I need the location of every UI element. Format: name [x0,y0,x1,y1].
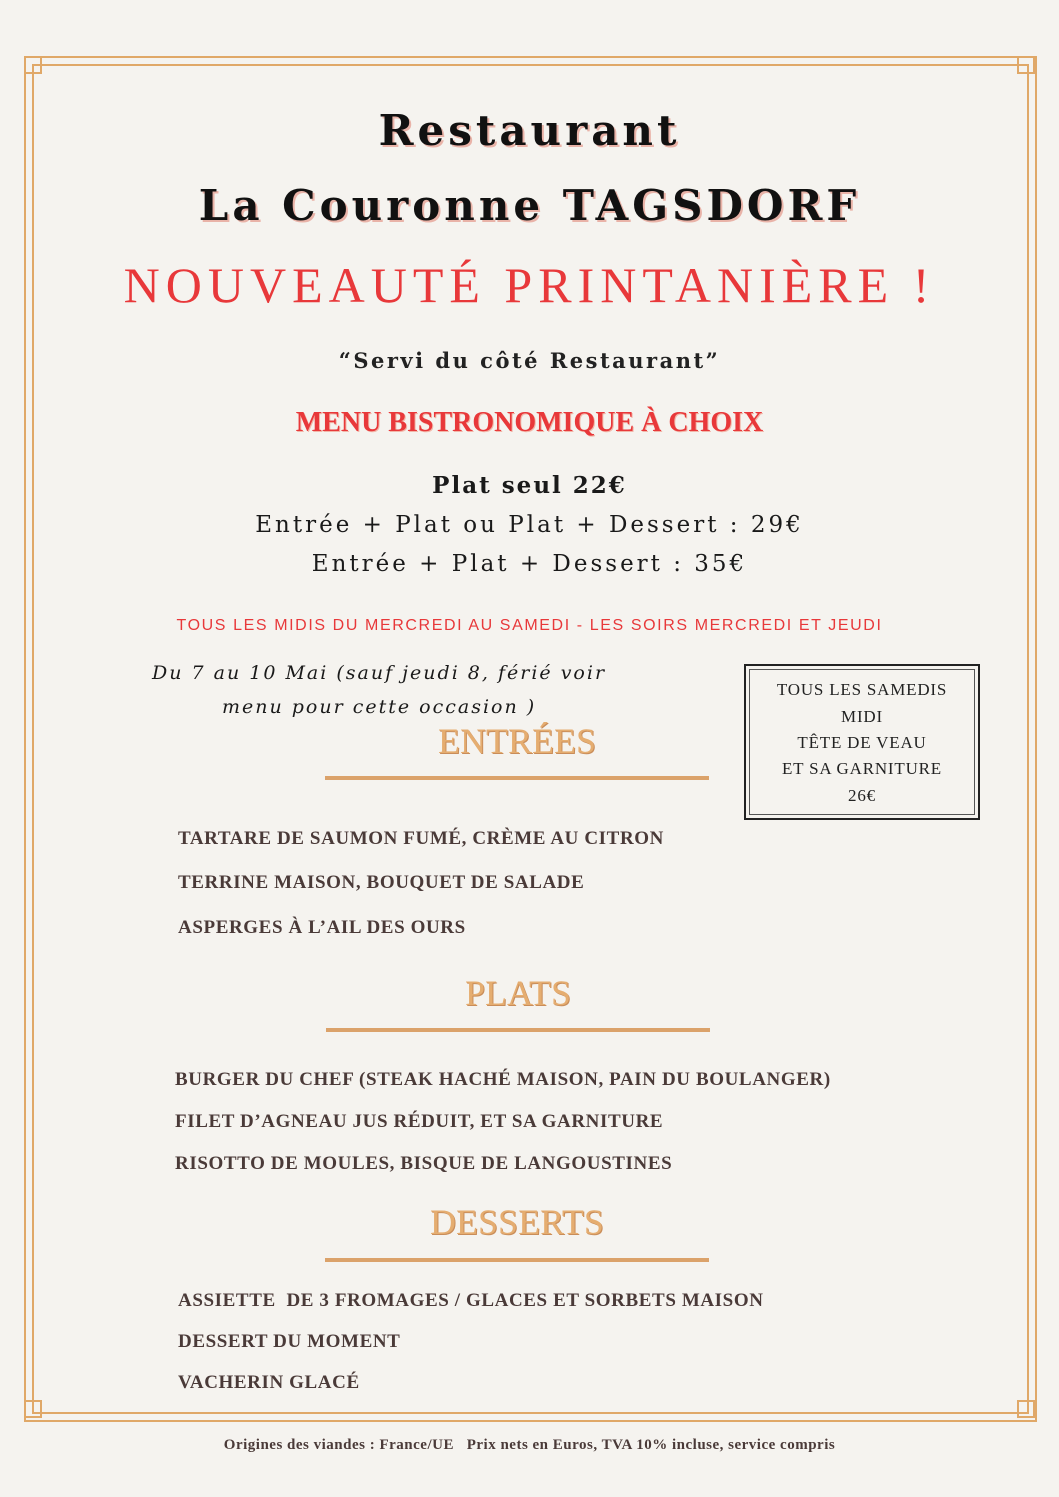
restaurant-label: Restaurant [378,106,681,155]
section-rule [325,1258,709,1262]
restaurant-name: La Couronne TAGSDORF [198,181,861,230]
menu-item: DESSERT DU MOMENT [178,1331,401,1352]
menu-item: FILET D’AGNEAU JUS RÉDUIT, ET SA GARNITURE [175,1111,664,1132]
menu-title: MENU BISTRONOMIQUE À CHOIX [295,407,764,438]
corner-ornament-top-left [24,56,42,74]
special-line: MIDI [841,707,883,726]
service-quote: “Servi du côté Restaurant” [338,348,721,373]
menu-item: ASSIETTE DE 3 FROMAGES / GLACES ET SORBETS MAISON [178,1290,764,1311]
saturday-special-box [744,664,980,820]
special-line: TÊTE DE VEAU [797,733,927,752]
footer-note: Origines des viandes : France/UE Prix nets en Euros, TVA 10% incluse, service compris [223,1437,836,1453]
holiday-note-line: Du 7 au 10 Mai (sauf jeudi 8, férié voir [152,662,607,684]
menu-item: VACHERIN GLACÉ [178,1372,360,1393]
corner-ornament-bottom-left [24,1400,42,1418]
holiday-note-line: menu pour cette occasion ) [222,696,537,718]
special-line: TOUS LES SAMEDIS [776,680,948,699]
spring-headline: NOUVEAUTÉ PRINTANIÈRE ! [123,257,936,313]
menu-item: BURGER DU CHEF (STEAK HACHÉ MAISON, PAIN DU BOULANGER) [175,1069,831,1090]
special-price: 26€ [848,786,876,805]
corner-ornament-bottom-right [1017,1400,1035,1418]
price-line: Entrée + Plat + Dessert : 35€ [311,551,748,577]
section-title-plats: PLATS [464,973,572,1013]
menu-item: ASPERGES À L’AIL DES OURS [178,917,466,938]
price-line: Entrée + Plat ou Plat + Dessert : 29€ [255,512,804,538]
menu-item: TERRINE MAISON, BOUQUET DE SALADE [178,872,585,893]
section-rule [326,1028,710,1032]
section-title-entrees: ENTRÉES [438,721,596,761]
section-rule [325,776,709,780]
price-main: Plat seul 22€ [432,472,627,499]
menu-item: TARTARE DE SAUMON FUMÉ, CRÈME AU CITRON [178,828,664,849]
special-line: ET SA GARNITURE [782,759,942,778]
opening-hours: TOUS LES MIDIS DU MERCREDI AU SAMEDI - LES SOIRS MERCREDI ET JEUDI [176,617,883,634]
corner-ornament-top-right [1017,56,1035,74]
section-title-desserts: DESSERTS [430,1202,604,1242]
menu-item: RISOTTO DE MOULES, BISQUE DE LANGOUSTINES [175,1153,673,1174]
